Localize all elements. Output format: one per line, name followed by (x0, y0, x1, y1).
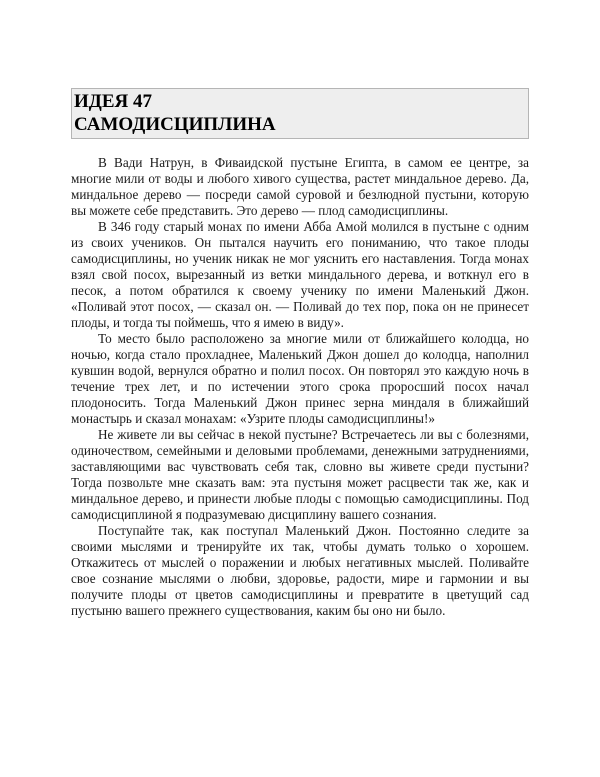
paragraph-4: Не живете ли вы сейчас в некой пустыне? Встречаетесь ли вы с болезнями, одиночеством, семейными и деловыми проблемами, денежными затруднениями, заставляющими вас чувствовать себя так, словно вы живете среди пустыни? Тогда позвольте мне сказать вам: эта пустыня может расцвести так же, как и миндальное дерево, и принести любые плоды с помощью самодисциплины. Под самодисциплиной я подразумеваю дисциплину вашего сознания. (71, 427, 529, 522)
paragraph-1: В Вади Натрун, в Фиваидской пустыне Египта, в самом ее центре, за многие мили от воды и любого хивого существа, растет миндальное дерево. Да, миндальное дерево — посреди самой суровой и безлюдной пустыни, которую вы можете себе представить. Это дерево — плод самодисциплины. (71, 155, 529, 218)
chapter-heading (71, 88, 529, 139)
body-text (71, 155, 529, 619)
document-page (71, 88, 529, 619)
paragraph-5: Поступайте так, как поступал Маленький Джон. Постоянно следите за своими мыслями и тренируйте их так, чтобы думать только о хорошем. Откажитесь от мыслей о поражении и любых негативных мыслей. Поливайте свое сознание мыслями о любви, здоровье, радости, мире и гармонии и вы получите плоды от цветов самодисциплины и превратите в цветущий сад пустыню вашего прежнего существования, каким бы оно ни было. (71, 523, 529, 618)
paragraph-2: В 346 году старый монах по имени Абба Амой молился в пустыне с одним из своих учеников. Он пытался научить его пониманию, что такое плоды самодисциплины, но ученик никак не мог уяснить его наставления. Тогда монах взял свой посох, вырезанный из ветки миндального дерева, и воткнул его в песок, а потом обратился к своему ученику по имени Маленький Джон. «Поливай этот посох, — сказал он. — Поливай до тех пор, пока он не принесет плоды, и тогда ты поймешь, что я имею в виду». (71, 219, 529, 330)
chapter-number: ИДЕЯ 47 (74, 91, 152, 112)
paragraph-3: То место было расположено за многие мили от ближайшего колодца, но ночью, когда стало прохладнее, Маленький Джон дошел до колодца, наполнил кувшин водой, вернулся обратно и полил посох. Он повторял это каждую ночь в течение трех лет, и по истечении этого срока проросший посох начал плодоносить. Тогда Маленький Джон принес зерна миндаля в ближайший монастырь и сказал монахам: «Узрите плоды самодисциплины!» (71, 331, 529, 426)
chapter-title: САМОДИСЦИПЛИНА (74, 114, 276, 135)
